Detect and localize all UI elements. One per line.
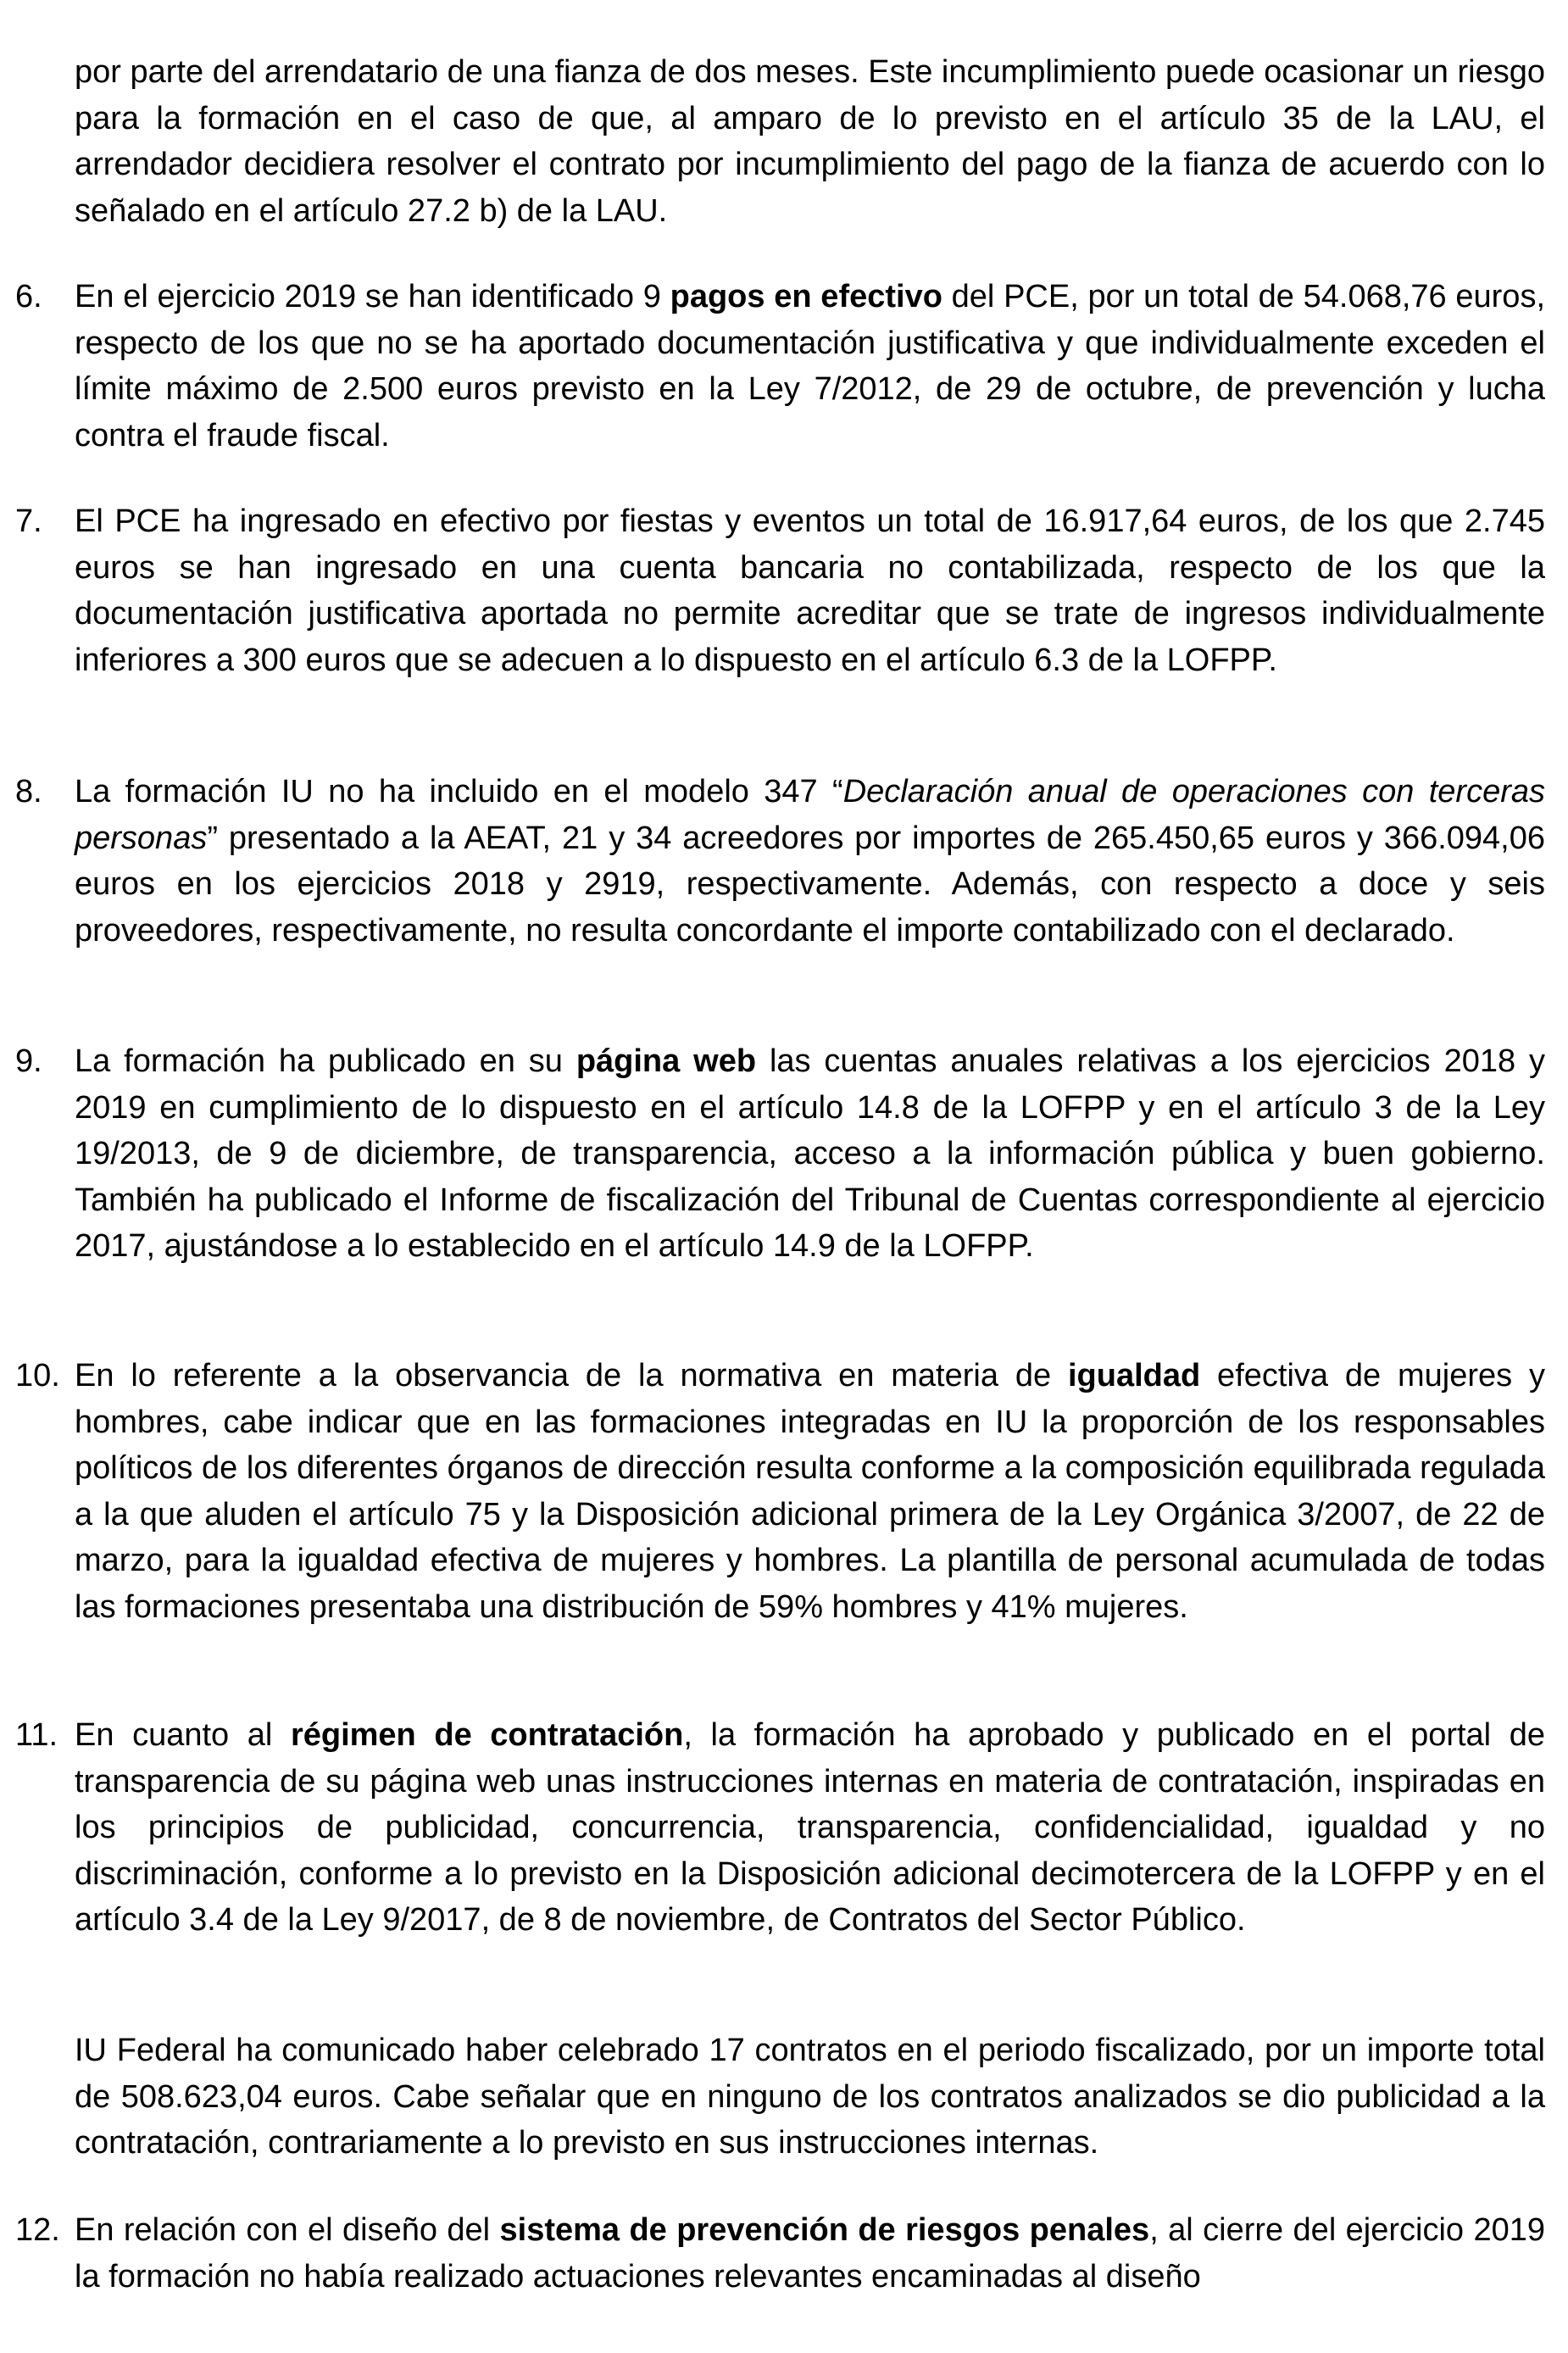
item-text: La formación ha publicado en su página web las cuentas anuales relativas a los ejercicios 2018 y 2019 en cumplimiento de lo dispuesto en el artículo 14.8 de la LOFPP y en el artículo 3 de la Ley 19/2013, de 9 de diciembre, de transparencia, acceso a la información pública y buen gobierno. También ha publicado el Informe de fiscalización del Tribunal de Cuentas correspondiente al ejercicio 2017, ajustándose a lo establecido en el artículo 14.9 de la LOFPP. [75, 1043, 1545, 1264]
item-number: 8. [15, 774, 42, 809]
item-number: 6. [15, 279, 42, 314]
item-text: El PCE ha ingresado en efectivo por fiestas y eventos un total de 16.917,64 euros, de los que 2.745 euros se han ingresado en una cuenta bancaria no contabilizada, respecto de los que la documentación justificativa aportada no permite acreditar que se trate de ingresos individualmente inferiores a 300 euros que se adecuen a lo dispuesto en el artículo 6.3 de la LOFPP. [75, 503, 1545, 678]
item-text: En relación con el diseño del sistema de prevención de riesgos penales, al cierre del ejercicio 2019 la formación no había realizado actuaciones relevantes encaminadas al diseño [75, 2212, 1545, 2295]
list-item-10 [15, 1353, 1545, 1630]
item-text: En cuanto al régimen de contratación, la formación ha aprobado y publicado en el portal de transparencia de su página web unas instrucciones internas en materia de contratación, inspiradas en los principios de publicidad, concurrencia, transparencia, confidencialidad, igualdad y no discriminación, conforme a lo previsto en la Disposición adicional decimotercera de la LOFPP y en el artículo 3.4 de la Ley 9/2017, de 8 de noviembre, de Contratos del Sector Público. [75, 1717, 1545, 1938]
emphasis-bold: igualdad [1067, 1358, 1201, 1393]
list-item-7 [15, 498, 1545, 683]
item-number: 9. [15, 1043, 42, 1079]
item-number: 7. [15, 503, 42, 539]
emphasis-bold: página web [575, 1043, 757, 1079]
list-item-6 [15, 274, 1545, 459]
item-text: La formación IU no ha incluido en el modelo 347 “Declaración anual de operaciones con terceras personas” presentado a la AEAT, 21 y 34 acreedores por importes de 265.450,65 euros y 366.094,06 euros en los ejercicios 2018 y 2919, respectivamente. Además, con respecto a doce y seis proveedores, respectivamente, no resulta concordante el importe contabilizado con el declarado. [75, 774, 1545, 948]
emphasis-italic: Declaración anual de operaciones con terceras personas [75, 774, 1545, 856]
item-11-continuation-paragraph: IU Federal ha comunicado haber celebrado 17 contratos en el periodo fiscalizado, por un importe total de 508.623,04 euros. Cabe señalar que en ninguno de los contratos analizados se dio publicidad a la contratación, contrariamente a lo previsto en sus instrucciones internas. [75, 2033, 1545, 2161]
item-number: 11. [15, 1717, 58, 1753]
item-number: 12. [15, 2212, 60, 2248]
continuation-paragraph: por parte del arrendatario de una fianza de dos meses. Este incumplimiento puede ocasionar un riesgo para la formación en el caso de que, al amparo de lo previsto en el artículo 35 de la LAU, el arrendador decidiera resolver el contrato por incumplimiento del pago de la fianza de acuerdo con lo señalado en el artículo 27.2 b) de la LAU. [75, 54, 1545, 229]
emphasis-bold: régimen de contratación [290, 1717, 684, 1753]
item-number: 10. [15, 1358, 60, 1393]
item-text: En el ejercicio 2019 se han identificado 9 pagos en efectivo del PCE, por un total de 54.068,76 euros, respecto de los que no se ha aportado documentación justificativa y que individualmente exceden el límite máximo de 2.500 euros previsto en la Ley 7/2012, de 29 de octubre, de prevención y lucha contra el fraude fiscal. [75, 279, 1545, 453]
item-text: En lo referente a la observancia de la normativa en materia de igualdad efectiva de mujeres y hombres, cabe indicar que en las formaciones integradas en IU la proporción de los responsables políticos de los diferentes órganos de dirección resulta conforme a la composición equilibrada regulada a la que aluden el artículo 75 y la Disposición adicional primera de la Ley Orgánica 3/2007, de 22 de marzo, para la igualdad efectiva de mujeres y hombres. La plantilla de personal acumulada de todas las formaciones presentaba una distribución de 59% hombres y 41% mujeres. [75, 1358, 1546, 1625]
list-item-8 [15, 769, 1545, 954]
emphasis-bold: sistema de prevención de riesgos penales [499, 2212, 1150, 2248]
list-item-9 [15, 1038, 1545, 1270]
emphasis-bold: pagos en efectivo [670, 279, 942, 314]
list-item-12 [15, 2207, 1545, 2300]
list-item-11 [15, 1712, 1545, 1944]
